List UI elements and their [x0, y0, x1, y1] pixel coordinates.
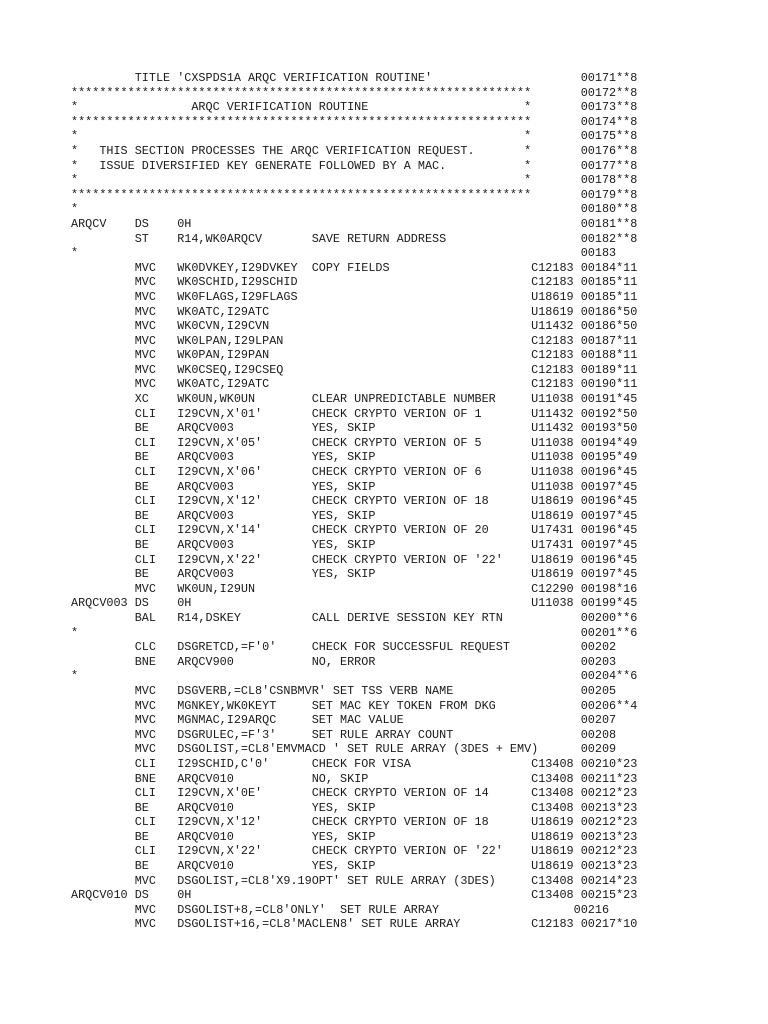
- listing-line: MVC MGNMAC,I29ARQC SET MAC VALUE 00207: [71, 713, 617, 728]
- listing-line: CLC DSGRETCD,=F'0' CHECK FOR SUCCESSFUL REQUEST 00202: [71, 640, 617, 655]
- listing-line: MVC WK0DVKEY,I29DVKEY COPY FIELDS C12183 00184*11: [71, 260, 638, 275]
- listing-line: CLI I29CVN,X'14' CHECK CRYPTO VERION OF 20 U17431 00196*45: [71, 523, 638, 538]
- listing-line: MVC WK0CSEQ,I29CSEQ C12183 00189*11: [71, 362, 638, 377]
- listing-line: MVC WK0UN,I29UN C12290 00198*16: [71, 581, 638, 596]
- listing-line: BAL R14,DSKEY CALL DERIVE SESSION KEY RTN 00200**6: [71, 610, 638, 625]
- listing-line: MVC WK0PAN,I29PAN C12183 00188*11: [71, 348, 638, 363]
- listing-line: MVC WK0ATC,I29ATC C12183 00190*11: [71, 377, 638, 392]
- listing-line: MVC DSGRULEC,=F'3' SET RULE ARRAY COUNT 00208: [71, 727, 617, 742]
- listing-line: BE ARQCV003 YES, SKIP U11432 00193*50: [71, 421, 638, 436]
- listing-line: BE ARQCV010 YES, SKIP U18619 00213*23: [71, 859, 638, 874]
- listing-line: MVC DSGOLIST+8,=CL8'ONLY' SET RULE ARRAY 00216: [71, 902, 610, 917]
- listing-line: CLI I29CVN,X'01' CHECK CRYPTO VERION OF 1 U11432 00192*50: [71, 406, 638, 421]
- listing-line: ***************************************************************** 00172**8: [71, 85, 638, 100]
- listing-line: BE ARQCV003 YES, SKIP U11038 00197*45: [71, 479, 638, 494]
- listing-line: ARQCV003 DS 0H U11038 00199*45: [71, 596, 638, 611]
- listing-line: MVC DSGOLIST,=CL8'X9.19OPT' SET RULE ARRAY (3DES) C13408 00214*23: [71, 873, 638, 888]
- listing-line: CLI I29CVN,X'22' CHECK CRYPTO VERION OF '22' U18619 00212*23: [71, 844, 638, 859]
- listing-line: * * 00178**8: [71, 173, 638, 188]
- listing-line: CLI I29CVN,X'06' CHECK CRYPTO VERION OF 6 U11038 00196*45: [71, 465, 638, 480]
- listing-line: BE ARQCV003 YES, SKIP U11038 00195*49: [71, 450, 638, 465]
- listing-line: MVC WK0CVN,I29CVN U11432 00186*50: [71, 319, 638, 334]
- listing-line: * * 00175**8: [71, 129, 638, 144]
- listing-line: CLI I29SCHID,C'0' CHECK FOR VISA C13408 00210*23: [71, 756, 638, 771]
- listing-line: BNE ARQCV010 NO, SKIP C13408 00211*23: [71, 771, 638, 786]
- listing-line: MVC DSGOLIST+16,=CL8'MACLEN8' SET RULE ARRAY C12183 00217*10: [71, 917, 638, 932]
- listing-line: ***************************************************************** 00179**8: [71, 187, 638, 202]
- listing-line: MVC WK0SCHID,I29SCHID C12183 00185*11: [71, 275, 638, 290]
- listing-line: CLI I29CVN,X'05' CHECK CRYPTO VERION OF 5 U11038 00194*49: [71, 435, 638, 450]
- listing-line: BE ARQCV003 YES, SKIP U17431 00197*45: [71, 538, 638, 552]
- listing-line: TITLE 'CXSPDS1A ARQC VERIFICATION ROUTINE' 00171**8: [71, 71, 638, 85]
- listing-line: ARQCV DS 0H 00181**8: [71, 216, 638, 231]
- listing-line: BNE ARQCV900 NO, ERROR 00203: [71, 654, 617, 669]
- listing-line: * 00204**6: [71, 669, 638, 684]
- document-page: [71, 71, 761, 932]
- listing-line: MVC DSGOLIST,=CL8'EMVMACD ' SET RULE ARRAY (3DES + EMV) 00209: [71, 742, 617, 757]
- listing-line: BE ARQCV003 YES, SKIP U18619 00197*45: [71, 508, 638, 523]
- listing-line: * ARQC VERIFICATION ROUTINE * 00173**8: [71, 100, 638, 115]
- listing-line: BE ARQCV010 YES, SKIP U18619 00213*23: [71, 829, 638, 844]
- listing-line: MVC MGNKEY,WK0KEYT SET MAC KEY TOKEN FROM DKG 00206**4: [71, 698, 638, 713]
- listing-line: * ISSUE DIVERSIFIED KEY GENERATE FOLLOWED BY A MAC. * 00177**8: [71, 158, 638, 173]
- listing-line: CLI I29CVN,X'12' CHECK CRYPTO VERION OF 18 U18619 00196*45: [71, 494, 638, 509]
- listing-line: MVC WK0LPAN,I29LPAN C12183 00187*11: [71, 333, 638, 348]
- listing-line: CLI I29CVN,X'12' CHECK CRYPTO VERION OF 18 U18619 00212*23: [71, 815, 638, 830]
- listing-line: BE ARQCV003 YES, SKIP U18619 00197*45: [71, 567, 638, 582]
- listing-line: BE ARQCV010 YES, SKIP C13408 00213*23: [71, 800, 638, 815]
- listing-line: MVC WK0ATC,I29ATC U18619 00186*50: [71, 304, 638, 319]
- listing-line: ST R14,WK0ARQCV SAVE RETURN ADDRESS 00182**8: [71, 231, 638, 246]
- listing-line: * 00183: [71, 246, 617, 261]
- listing-line: * 00180**8: [71, 202, 638, 217]
- listing-line: XC WK0UN,WK0UN CLEAR UNPREDICTABLE NUMBER U11038 00191*45: [71, 392, 638, 407]
- listing-line: MVC DSGVERB,=CL8'CSNBMVR' SET TSS VERB NAME 00205: [71, 683, 617, 698]
- listing-line: CLI I29CVN,X'22' CHECK CRYPTO VERION OF '22' U18619 00196*45: [71, 552, 638, 567]
- listing-line: * 00201**6: [71, 625, 638, 640]
- listing-line: ***************************************************************** 00174**8: [71, 114, 638, 129]
- listing-line: ARQCV010 DS 0H C13408 00215*23: [71, 888, 638, 903]
- listing-line: * THIS SECTION PROCESSES THE ARQC VERIFICATION REQUEST. * 00176**8: [71, 143, 638, 158]
- listing-line: CLI I29CVN,X'0E' CHECK CRYPTO VERION OF 14 C13408 00212*23: [71, 786, 638, 801]
- listing-line: MVC WK0FLAGS,I29FLAGS U18619 00185*11: [71, 289, 638, 304]
- assembler-listing: [71, 71, 761, 932]
